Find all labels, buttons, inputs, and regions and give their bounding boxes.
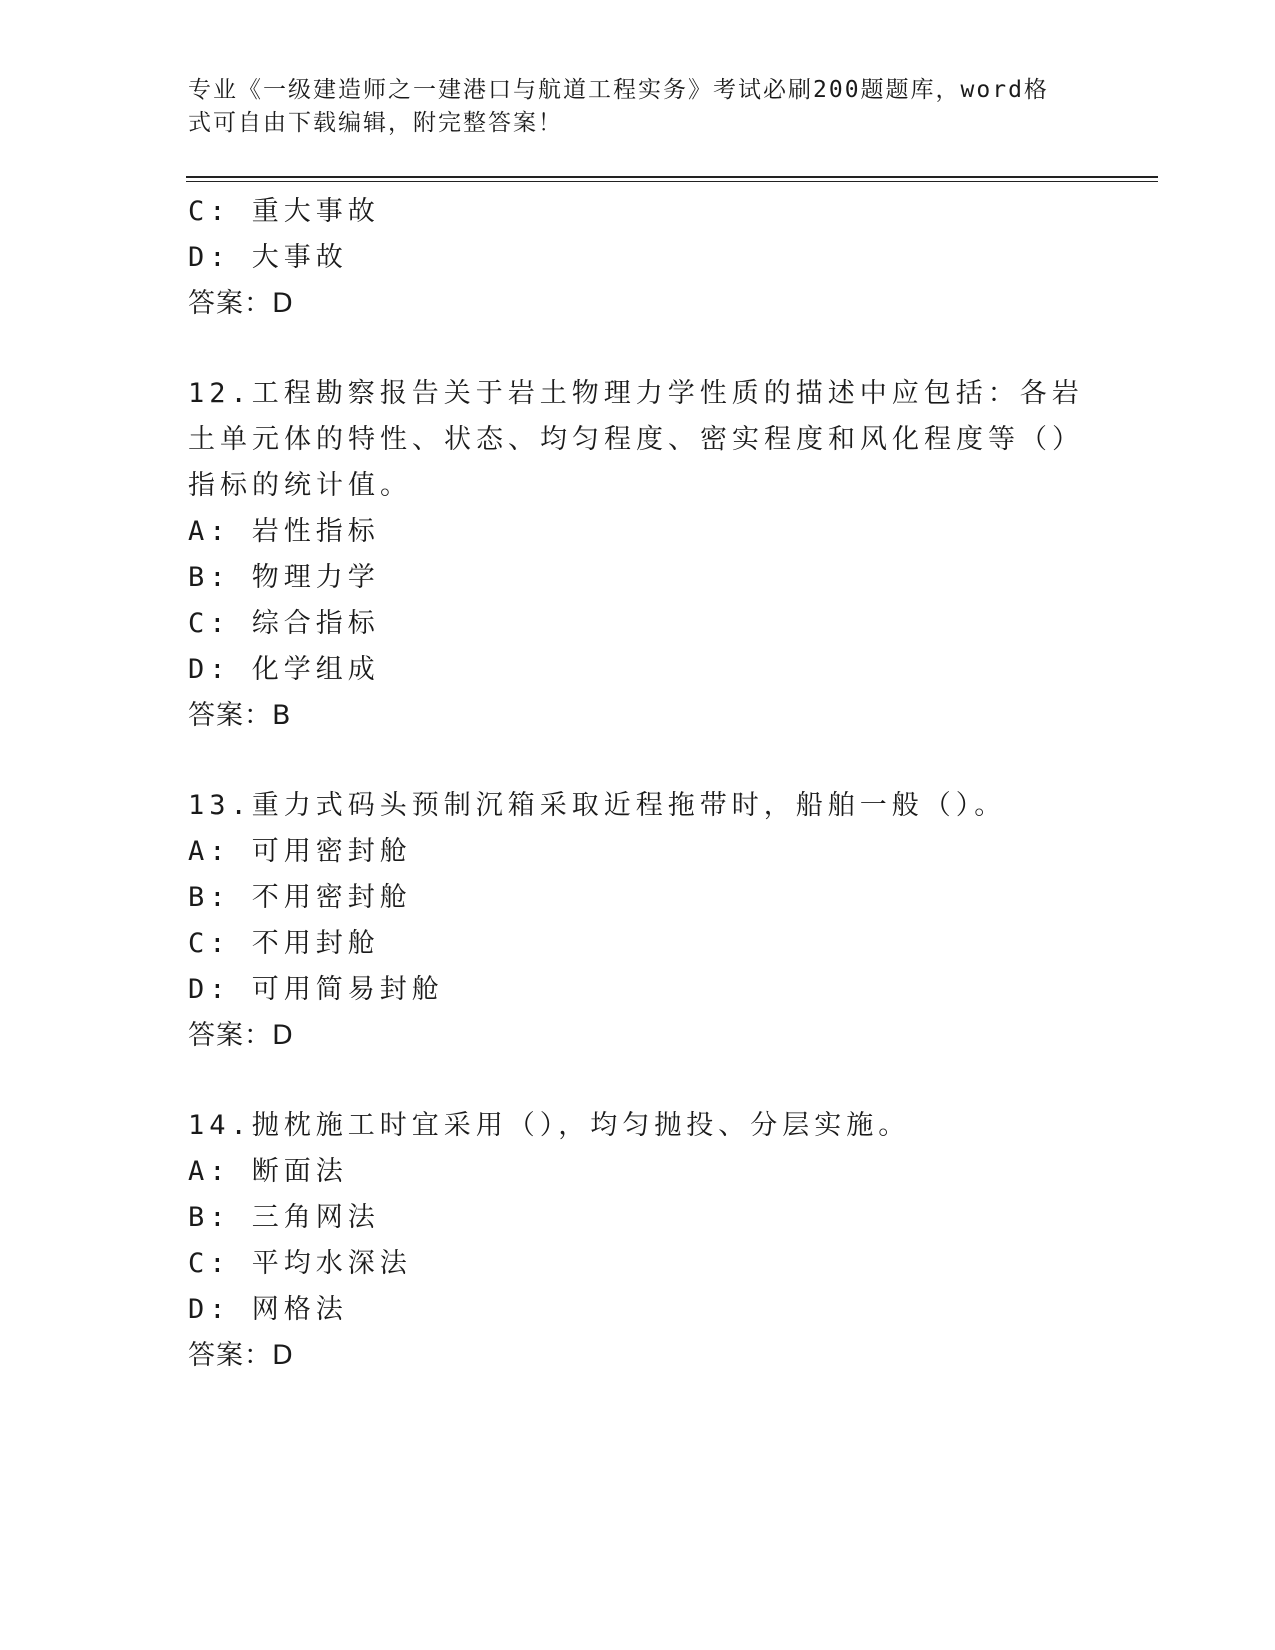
option-a: A: 断面法 [188,1156,348,1187]
header-divider-thin [186,181,1158,182]
option-b: B: 物理力学 [188,562,380,593]
question-text: 14.抛枕施工时宜采用（），均匀抛投、分层实施。 [188,1110,911,1141]
previous-question-tail [188,189,1088,327]
answer-line: 答案：D [188,1020,294,1051]
question-12 [188,371,1088,739]
option-d: D: 网格法 [188,1294,348,1325]
answer-line: 答案：D [188,288,294,319]
question-13 [188,783,1088,1059]
question-14 [188,1103,1088,1379]
header-divider [186,176,1158,178]
option-b: B: 三角网法 [188,1202,380,1233]
option-d: D: 化学组成 [188,654,380,685]
question-text: 12.工程勘察报告关于岩土物理力学性质的描述中应包括：各岩土单元体的特性、状态、均匀程度、密实程度和风化程度等（）指标的统计值。 [188,378,1084,501]
page-header: 专业《一级建造师之一建港口与航道工程实务》考试必刷200题题库，word格式可自由下载编辑，附完整答案！ [188,77,1049,136]
option-a: A: 可用密封舱 [188,836,412,867]
document-body [188,189,1088,1379]
option-c: C: 不用封舱 [188,928,380,959]
option-c: C: 重大事故 [188,196,380,227]
option-a: A: 岩性指标 [188,516,380,547]
option-d: D: 可用简易封舱 [188,974,444,1005]
question-text: 13.重力式码头预制沉箱采取近程拖带时，船舶一般（）。 [188,790,1007,821]
answer-line: 答案：B [188,700,292,731]
answer-line: 答案：D [188,1340,294,1371]
option-d: D: 大事故 [188,242,348,273]
option-c: C: 综合指标 [188,608,380,639]
option-b: B: 不用密封舱 [188,882,412,913]
option-c: C: 平均水深法 [188,1248,412,1279]
